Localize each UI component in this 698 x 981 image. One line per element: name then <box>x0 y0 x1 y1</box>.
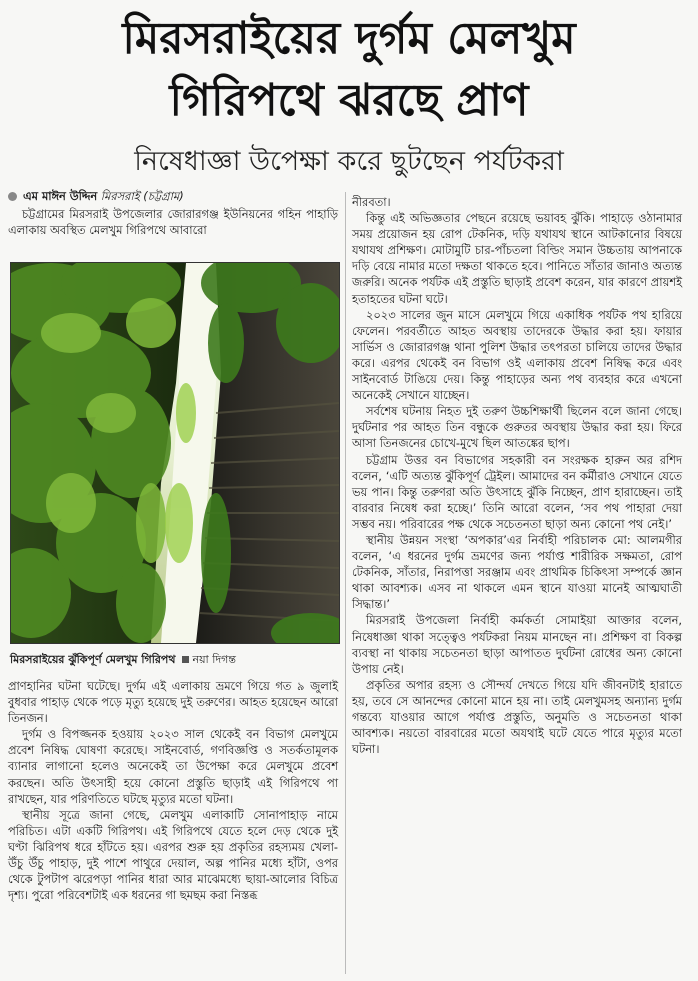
paragraph: স্থানীয় সূত্রে জানা গেছে, মেলখুম এলাকাটি সোনাপাহাড় নামে পরিচিত। এটা একটি গিরিপথ। এই গিরিপথে যেতে হলে দেড় থেকে দুই ঘণ্টা ঝিরিপথ ধরে হাঁটতে হয়। এরপর শুরু হয় প্রকৃতির রহস্যময় খেলা- উঁচু উঁচু পাহাড়, দুই পাশে পাথুরে দেয়াল, অল্প পানির মধ্যে হাঁটা, ওপর থেকে টুপটাপ ঝরেপড়া পানির ধারা আর মাঝেমধ্যে ছায়া-আলোর বিচিত্র দৃশ্য। পুরো পরিবেশটাই এক ধরনের গা ছমছম করা নিস্তব্ধ <box>8 807 338 903</box>
paragraph: মিরসরাই উপজেলা নির্বাহী কর্মকর্তা সোমাইয়া আক্তার বলেন, নিষেধাজ্ঞা থাকা সত্ত্বেও পর্যটকরা নিয়ম মানছেন না। প্রশিক্ষণ বা বিকল্প ব্যবস্থা না থাকায় সচেতনতা ছাড়া আপাতত দুর্ঘটনা রোধের অন্য কোনো উপায় নেই। <box>352 613 682 676</box>
article-photo <box>10 262 340 644</box>
paragraph: কিন্তু এই অভিজ্ঞতার পেছনে রয়েছে ভয়াবহ ঝুঁকি। পাহাড়ে ওঠানামার সময় প্রয়োজন হয় রোপ টেকনিক, দড়ি যথাযথ স্থানে আটকানোর বিষয়ে যথাযথ প্রশিক্ষণ। মোটামুটি চার-পাঁচতলা বিল্ডিং সমান উচ্চতায় আপনাকে দড়ি বেয়ে নামার মতো দক্ষতা থাকতে হবে। পানিতে সাঁতার জানাও অত্যন্ত জরুরি। অনেক পর্যটক এই প্রস্তুতি ছাড়াই প্রবেশ করেন, যার কারণে প্রায়শই হতাহতের ঘটনা ঘটে। <box>352 211 682 306</box>
article-column-left-bottom <box>8 678 338 903</box>
article-column-left-top <box>8 188 338 238</box>
byline <box>8 188 338 204</box>
byline-place: মিরসরাই (চট্টগ্রাম) <box>100 189 184 203</box>
byline-author: এম মাঈন উদ্দিন <box>23 189 98 203</box>
square-bullet-icon <box>182 656 189 663</box>
headline-line-1: মিরসরাইয়ের দুর্গম মেলখুম <box>122 13 576 64</box>
paragraph: প্রাণহানির ঘটনা ঘটেছে। দুর্গম এই এলাকায় ভ্রমণে গিয়ে গত ৯ জুলাই বুধবার পাহাড় থেকে পড়ে মৃত্যু হয়েছে দুই তরুণের। আহত হয়েছেন আরো তিনজন। <box>8 679 338 726</box>
paragraph: চট্টগ্রামের মিরসরাই উপজেলার জোরারগঞ্জ ইউনিয়নের গহিন পাহাড়ি এলাকায় অবস্থিত মেলখুম গিরিপথে আবারো <box>8 207 338 238</box>
paragraph: দুর্গম ও বিপজ্জনক হওয়ায় ২০২৩ সাল থেকেই বন বিভাগ মেলখুমে প্রবেশ নিষিদ্ধ ঘোষণা করেছে। সাইনবোর্ড, গণবিজ্ঞপ্তি ও সতর্কতামূলক ব্যানার লাগানো হলেও অনেকেই তা উপেক্ষা করে মেলখুমে প্রবেশ করছেন। অতি উৎসাহী হয়ে কোনো প্রস্তুতি ছাড়াই এই গিরিপথে পা রাখছেন, যার পরিণতিতে ঘটছে মৃত্যুর মতো ঘটনা। <box>8 727 338 806</box>
headline-line-2: গিরিপথে ঝরছে প্রাণ <box>169 75 529 126</box>
paragraph: নীরবতা। <box>352 195 391 209</box>
photo-credit: নয়া দিগন্ত <box>192 653 236 666</box>
paragraph: সর্বশেষ ঘটনায় নিহত দুই তরুণ উচ্চশিক্ষার্থী ছিলেন বলে জানা গেছে। দুর্ঘটনার পর আহত তিন বন্ধুকে গুরুতর অবস্থায় উদ্ধার করা হয়। ফিরে আসা তিনজনের চোখে-মুখে ছিল আতঙ্কের ছাপ। <box>352 404 682 451</box>
canyon-photo-image <box>11 263 339 643</box>
paragraph: স্থানীয় উন্নয়ন সংস্থা ‘অপকার’এর নির্বাহী পরিচালক মো: আলমগীর বলেন, ‘এ ধরনের দুর্গম ভ্রমণের জন্য পর্যাপ্ত শারীরিক সক্ষমতা, রোপ টেকনিক, সাঁতার, নিরাপত্তা সরঞ্জাম এবং প্রাথমিক চিকিৎসা সম্পর্কে জ্ঞান থাকা আবশ্যক। এসব না থাকলে এমন স্থানে যাওয়া মানেই আত্মঘাতী সিদ্ধান্ত।’ <box>352 532 682 612</box>
bullet-dot-icon <box>8 192 17 201</box>
photo-caption <box>10 652 340 667</box>
paragraph: প্রকৃতির অপার রহস্য ও সৌন্দর্য দেখতে গিয়ে যদি জীবনটাই হারাতে হয়, তবে সে আনন্দের কোনো মানে হয় না। তাই মেলখুমসহ অন্যান্য দুর্গম গন্তব্যে যাওয়ার আগে পর্যাপ্ত প্রস্তুতি, অনুমতি ও সচেতনতা থাকা আবশ্যক। নয়তো বারবারের মতো অযথাই ঘটে যেতে পারে মৃত্যুর মতো ঘটনা। <box>352 677 682 757</box>
photo-caption-text: মিরসরাইয়ের ঝুঁকিপূর্ণ মেলখুম গিরিপথ <box>10 653 176 666</box>
subheadline: নিষেধাজ্ঞা উপেক্ষা করে ছুটছেন পর্যটকরা <box>134 146 564 177</box>
paragraph: ২০২৩ সালের জুন মাসে মেলখুমে গিয়ে একাধিক পর্যটক পথ হারিয়ে ফেলেন। পরবর্তীতে আহত অবস্থায় তাদেরকে উদ্ধার করা হয়। ফায়ার সার্ভিস ও জোরারগঞ্জ থানা পুলিশ উদ্ধার তৎপরতা চালিয়ে তাদের উদ্ধার করে। এরপর থেকেই বন বিভাগ ওই এলাকায় প্রবেশ নিষিদ্ধ করে এবং সাইনবোর্ড টাঙিয়ে দেয়। কিন্তু পাহাড়ের অন্য পথ ব্যবহার করে এখনো অনেকেই সেখানে যাচ্ছেন। <box>352 307 682 403</box>
article-column-right <box>352 194 682 757</box>
column-divider <box>345 192 346 974</box>
paragraph: চট্টগ্রাম উত্তর বন বিভাগের সহকারী বন সংরক্ষক হারুন অর রশিদ বলেন, ‘এটি অত্যন্ত ঝুঁকিপূর্ণ ট্রেইল। আমাদের বন কর্মীরাও সেখানে যেতে ভয় পান। কিন্তু তরুণরা অতি উৎসাহে ঝুঁকি নিচ্ছেন, প্রাণ হারাচ্ছেন। তাই বারবার নিষেধ করা হচ্ছে।’ তিনি আরো বলেন, ‘সব পথ পাহারা দেয়া সম্ভব নয়। পরিবারের পক্ষ থেকে সচেতনতা ছাড়া অন্য কোনো পথ নেই।’ <box>352 452 682 531</box>
